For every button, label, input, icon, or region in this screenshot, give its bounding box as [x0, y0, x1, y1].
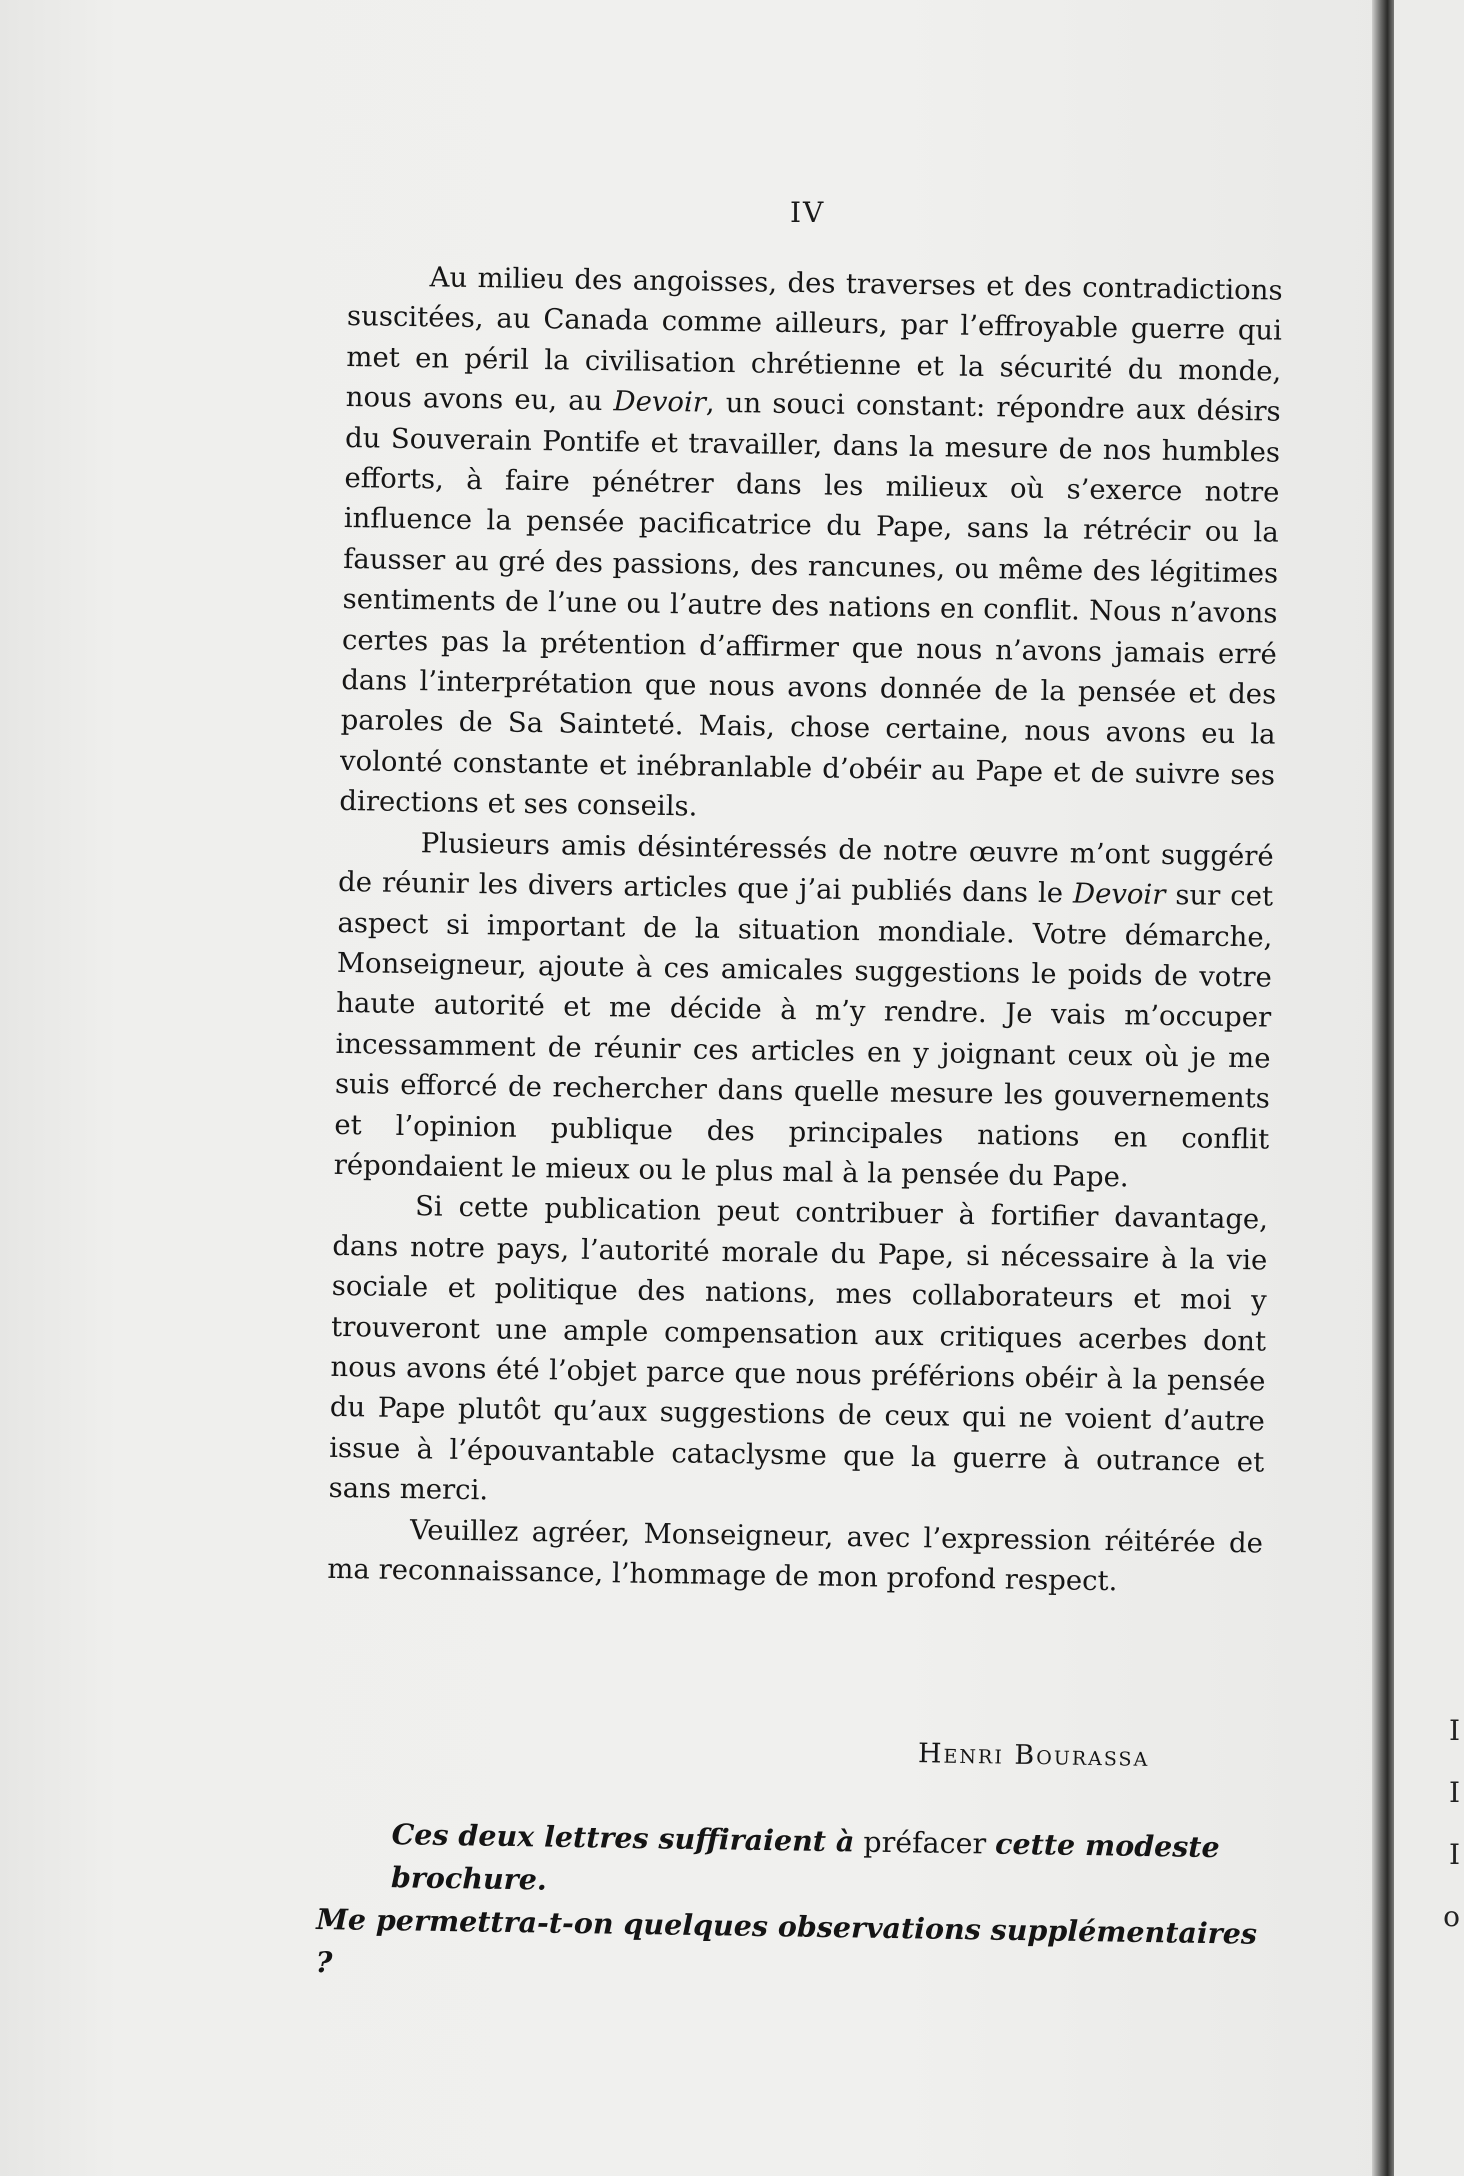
paragraph-2-devoir: Devoir	[1072, 877, 1166, 912]
adjacent-page-marks	[1443, 1700, 1460, 1948]
paragraph-2	[333, 822, 1274, 1200]
paragraph-1	[339, 256, 1283, 836]
adjacent-mark-2: I	[1448, 1776, 1460, 1809]
book-gutter-shadow	[1372, 0, 1394, 2176]
paragraph-1-text-b: , un souci constant: répondre aux désirs du Souverain Pontife et travailler, dans la mesure de nos humbles efforts, à faire pénétrer dans les milieux où s’exerce notre influence la pensée pacificatrice du Pape, sans la rétrécir ou la fausser au gré des passions, des rancunes, ou même des légitimes sentiments de l’une ou l’autre des nations en conflit. Nous n’avons certes pas la prétention d’affirmer que nous n’avons jamais erré dans l’interprétation que nous avons donnée de la pensée et des paroles de Sa Sainteté. Mais, chose certaine, nous avons eu la volonté constante et inébranlable d’obéir au Pape et de suivre ses directions et ses conseils.	[339, 386, 1281, 823]
paragraph-1-text-a: Au milieu des angoisses, des traverses et des contradictions suscitées, au Canada comme ailleurs, par l’effroyable guerre qui met en péril la civilisation chrétienne et la sécurité du monde, nous avons eu, au	[345, 261, 1283, 418]
paragraph-4-text: Veuillez agréer, Monseigneur, avec l’expression réitérée de ma reconnaissance, l’hommage de mon profond respect.	[327, 1513, 1264, 1598]
paragraph-4	[327, 1508, 1263, 1603]
adjacent-mark-3: I	[1448, 1838, 1460, 1871]
letter-body	[327, 256, 1283, 1604]
closing-line-1-italic-a: Ces deux lettres suffiraient à	[391, 1817, 855, 1859]
adjacent-page-edge	[1394, 0, 1464, 2176]
closing-line-1-italic-b: cette modeste brochure.	[390, 1826, 1220, 1897]
closing-remark	[315, 1812, 1278, 1999]
paragraph-1-devoir: Devoir	[613, 385, 707, 419]
paragraph-2-text-a: Plusieurs amis désintéressés de notre œuvre m’ont suggéré de réunir les divers articles que j’ai publiés dans le	[337, 826, 1274, 910]
paragraph-3	[328, 1185, 1268, 1523]
closing-line-1-roman: préfacer	[854, 1825, 996, 1861]
adjacent-mark-1: I	[1448, 1714, 1460, 1747]
paragraph-3-text: Si cette publication peut contribuer à fortifier davantage, dans notre pays, l’autorité morale du Pape, si nécessaire à la vie sociale et politique des nations, mes collaborateurs et moi y trouveront une ample compensation aux critiques acerbes dont nous avons été l’objet parce que nous préférions obéir à la pensée du Pape plutôt qu’aux suggestions de ceux qui ne voient d’autre issue à l’épouvantable cataclysme que la guerre à outrance et sans merci.	[328, 1190, 1269, 1507]
adjacent-mark-4: o	[1443, 1900, 1460, 1933]
page-number: IV	[790, 196, 826, 229]
closing-line-2	[315, 1898, 1276, 1999]
closing-line-1	[317, 1812, 1278, 1913]
signature: Henri Bourassa	[917, 1738, 1150, 1773]
paragraph-2-text-b: sur cet aspect si important de la situation mondiale. Votre démarche, Monseigneur, ajoute à ces amicales suggestions le poids de votre haute autorité et me décide à m’y rendre. Je vais m’occuper incessamment de réunir ces articles en y joignant ceux où je me suis efforcé de rechercher dans quelle mesure les gouvernements et l’opinion publique des principales nations en conflit répondaient le mieux ou le plus mal à la pensée du Pape.	[333, 879, 1274, 1194]
closing-line-2-italic: Me permettra-t-on quelques observations supplémentaires ?	[315, 1901, 1258, 1980]
